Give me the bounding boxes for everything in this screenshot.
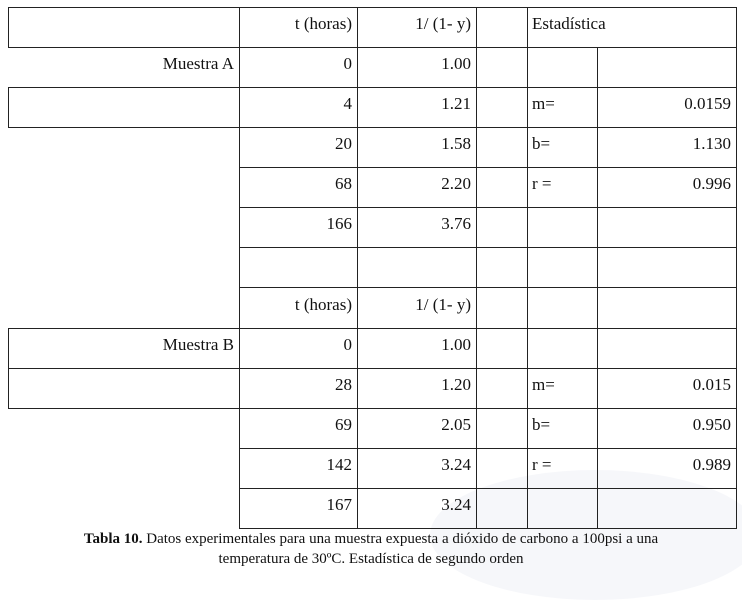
column-header-time: t (horas)	[294, 295, 352, 314]
stat-key-correlation: r =	[532, 455, 552, 474]
caption-line-1	[0, 529, 742, 549]
table-rule	[8, 408, 736, 409]
stats-header: Estadística	[532, 14, 606, 33]
column-header-time: t (horas)	[294, 14, 352, 33]
table-rule	[239, 247, 736, 248]
table-cell-value: 1.58	[441, 134, 471, 153]
column-header-inverse-conversion: 1/ (1- y)	[415, 14, 471, 33]
table-rule	[736, 7, 737, 529]
table-rule	[476, 7, 477, 529]
stat-value-correlation: 0.989	[692, 455, 731, 474]
table-cell-time: 4	[343, 94, 352, 113]
table-cell-time: 0	[343, 54, 352, 73]
sample-b-label: Muestra B	[162, 335, 234, 354]
table-cell-value: 2.20	[441, 174, 471, 193]
caption-line-2: temperatura de 30ºC. Estadística de segundo orden	[218, 551, 524, 567]
column-header-inverse-conversion: 1/ (1- y)	[415, 295, 471, 314]
table-rule	[239, 488, 736, 489]
table-rule	[239, 7, 240, 529]
stat-key-slope: m=	[532, 94, 555, 113]
stat-key-slope: m=	[532, 375, 555, 394]
table-rule	[8, 368, 736, 369]
table-cell-time: 0	[343, 335, 352, 354]
table-cell-value: 1.21	[441, 94, 471, 113]
table-caption	[0, 529, 742, 569]
table-rule	[239, 287, 736, 288]
table-cell-value: 2.05	[441, 415, 471, 434]
table-cell-time: 20	[335, 134, 352, 153]
stat-value-slope: 0.0159	[684, 94, 731, 113]
stat-key-correlation: r =	[532, 174, 552, 193]
table-cell-value: 1.00	[441, 54, 471, 73]
table-cell-value: 3.76	[441, 214, 471, 233]
table-rule	[8, 87, 736, 88]
stat-value-intercept: 0.950	[692, 415, 731, 434]
table-cell-time: 28	[335, 375, 352, 394]
stat-key-intercept: b=	[532, 415, 551, 434]
table-rule	[8, 7, 9, 48]
table-cell-time: 167	[326, 495, 352, 514]
table-rule	[8, 87, 9, 128]
table-rule	[239, 167, 736, 168]
table-rule	[239, 207, 736, 208]
stat-value-intercept: 1.130	[692, 134, 731, 153]
sample-a-label: Muestra A	[162, 54, 234, 73]
table-rule	[8, 127, 736, 128]
table-cell-value: 3.24	[441, 495, 471, 514]
table-cell-time: 69	[335, 415, 352, 434]
table-cell-time: 68	[335, 174, 352, 193]
table-rule	[239, 448, 736, 449]
table-cell-value: 3.24	[441, 455, 471, 474]
table-rule	[8, 47, 736, 48]
table-rule	[527, 7, 528, 529]
table-cell-value: 1.20	[441, 375, 471, 394]
table-rule	[357, 7, 358, 529]
stat-value-correlation: 0.996	[692, 174, 731, 193]
caption-text-1: Datos experimentales para una muestra expuesta a dióxido de carbono a 100psi a una	[142, 531, 659, 547]
table-rule	[8, 328, 736, 329]
stat-value-slope: 0.015	[692, 375, 731, 394]
table-cell-time: 142	[326, 455, 352, 474]
table-rule	[8, 7, 736, 8]
table-cell-value: 1.00	[441, 335, 471, 354]
table-cell-time: 166	[326, 214, 352, 233]
caption-label: Tabla 10.	[83, 531, 143, 547]
stat-key-intercept: b=	[532, 134, 551, 153]
